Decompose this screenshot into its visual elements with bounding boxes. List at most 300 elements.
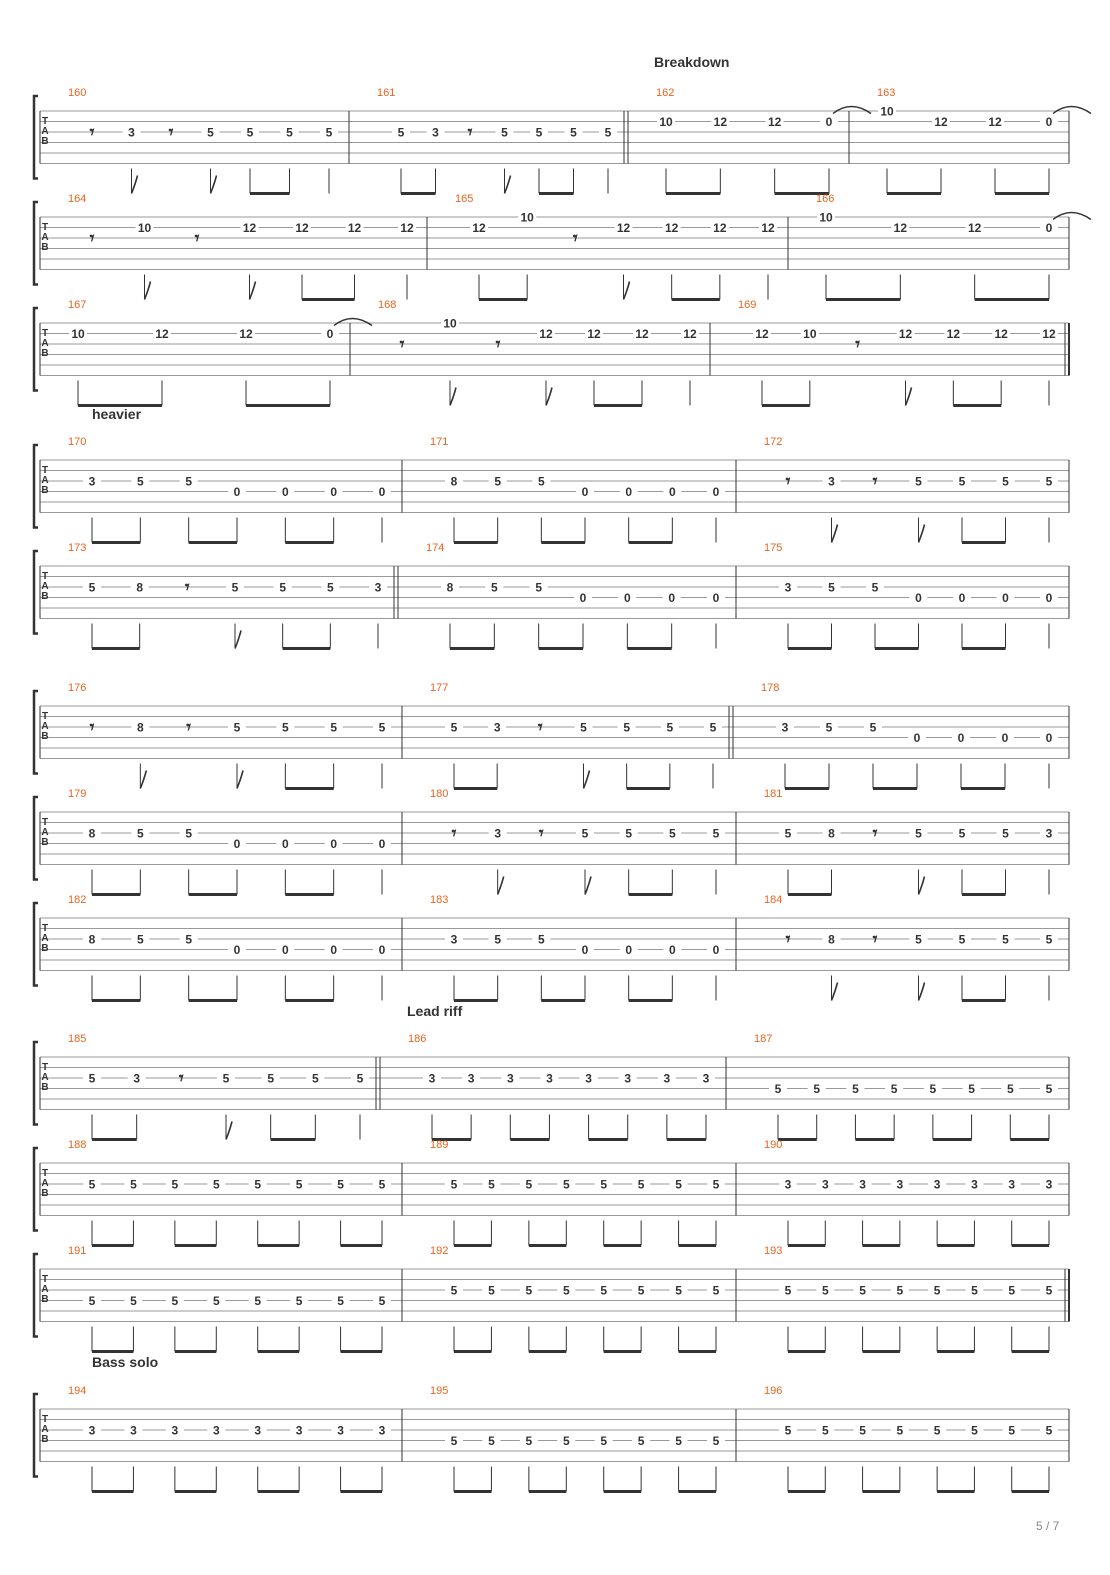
- eighth-rest: 𝄾: [399, 334, 405, 354]
- system-bracket: [34, 202, 38, 285]
- fret-number: 3: [896, 1177, 904, 1192]
- measure-number: 190: [764, 1139, 783, 1151]
- fret-number: 10: [880, 104, 894, 119]
- fret-number: 0: [957, 731, 965, 745]
- fret-number: 12: [713, 221, 727, 235]
- fret-number: 5: [600, 1434, 608, 1448]
- fret-number: 12: [472, 221, 486, 235]
- fret-number: 5: [171, 1294, 179, 1308]
- fret-number: 5: [933, 1283, 941, 1298]
- note-flag: [235, 631, 241, 649]
- note-flag: [450, 388, 456, 406]
- fret-number: 5: [570, 125, 577, 140]
- tab-clef-letter: A: [41, 933, 49, 944]
- fret-number: 8: [828, 826, 835, 841]
- fret-number: 8: [136, 720, 144, 735]
- measure-number: 174: [426, 542, 445, 554]
- system-bracket: [34, 308, 38, 391]
- measure-number: 185: [68, 1033, 87, 1045]
- fret-number: 5: [625, 826, 633, 841]
- eighth-rest: 𝄾: [785, 929, 791, 949]
- fret-number: 5: [668, 826, 676, 841]
- fret-number: 5: [337, 1177, 344, 1192]
- fret-number: 5: [295, 1294, 303, 1308]
- measure-number: 187: [754, 1033, 773, 1045]
- note-flag: [919, 877, 925, 895]
- fret-number: 3: [133, 1071, 141, 1086]
- fret-number: 12: [767, 115, 782, 129]
- measure-number: 162: [656, 87, 675, 99]
- tie-arc: [1053, 107, 1091, 114]
- fret-number: 5: [450, 1177, 458, 1192]
- fret-number: 5: [712, 1283, 720, 1298]
- fret-number: 3: [828, 474, 835, 489]
- fret-number: 5: [488, 1177, 495, 1192]
- fret-number: 5: [637, 1434, 645, 1448]
- fret-number: 5: [581, 826, 589, 841]
- measure-number: 192: [430, 1245, 449, 1257]
- fret-number: 12: [893, 221, 908, 235]
- note-flag: [919, 525, 925, 543]
- fret-number: 12: [898, 327, 913, 341]
- fret-number: 5: [971, 1423, 978, 1438]
- fret-number: 0: [1001, 731, 1009, 745]
- measure-number: 188: [68, 1139, 87, 1151]
- fret-number: 5: [450, 1434, 458, 1448]
- fret-number: 3: [702, 1071, 710, 1086]
- fret-number: 5: [1045, 932, 1053, 947]
- fret-number: 5: [501, 125, 508, 140]
- fret-number: 5: [600, 1283, 608, 1298]
- fret-number: 5: [821, 1423, 829, 1438]
- fret-number: 0: [281, 943, 289, 957]
- eighth-rest: 𝄾: [872, 929, 878, 949]
- eighth-rest: 𝄾: [537, 717, 543, 737]
- fret-number: 0: [378, 485, 386, 499]
- fret-number: 3: [428, 1071, 436, 1086]
- fret-number: 0: [915, 591, 922, 605]
- fret-number: 5: [859, 1423, 866, 1438]
- fret-number: 0: [625, 943, 633, 957]
- fret-number: 5: [378, 1294, 386, 1308]
- fret-number: 0: [233, 837, 241, 851]
- note-flag: [624, 282, 630, 300]
- tab-clef-letter: B: [41, 1188, 49, 1199]
- fret-number: 8: [136, 580, 144, 595]
- fret-number: 5: [295, 1177, 303, 1192]
- fret-number: 5: [813, 1082, 821, 1096]
- fret-number: 5: [890, 1082, 898, 1096]
- fret-number: 12: [539, 327, 553, 341]
- fret-number: 5: [185, 932, 193, 947]
- fret-number: 5: [623, 720, 631, 735]
- fret-number: 0: [1002, 591, 1009, 605]
- fret-number: 5: [136, 474, 144, 489]
- fret-number: 3: [781, 720, 789, 735]
- fret-number: 0: [579, 591, 587, 605]
- fret-number: 5: [821, 1283, 829, 1298]
- fret-number: 12: [761, 221, 775, 235]
- measure-number: 165: [455, 193, 474, 205]
- fret-number: 5: [1045, 1283, 1053, 1298]
- fret-number: 5: [254, 1294, 262, 1308]
- fret-number: 5: [286, 125, 293, 140]
- fret-number: 3: [254, 1423, 262, 1438]
- fret-number: 3: [546, 1071, 553, 1086]
- fret-number: 5: [915, 826, 922, 841]
- fret-number: 12: [755, 327, 769, 341]
- fret-number: 5: [254, 1177, 262, 1192]
- fret-number: 5: [1045, 474, 1053, 489]
- tab-clef-letter: A: [41, 1284, 49, 1295]
- fret-number: 3: [450, 932, 458, 947]
- measure-number: 191: [68, 1245, 87, 1257]
- tab-clef-letter: A: [41, 1178, 49, 1189]
- eighth-rest: 𝄾: [178, 1068, 184, 1088]
- eighth-rest: 𝄾: [872, 823, 878, 843]
- tab-clef-letter: A: [41, 721, 49, 732]
- fret-number: 5: [562, 1434, 570, 1448]
- fret-number: 3: [212, 1423, 220, 1438]
- fret-number: 5: [185, 826, 193, 841]
- fret-number: 5: [450, 720, 458, 735]
- fret-number: 5: [233, 720, 241, 735]
- tie-arc: [334, 319, 372, 326]
- system-bracket: [34, 1148, 38, 1231]
- fret-number: 5: [828, 580, 835, 595]
- measure-number: 181: [764, 788, 783, 800]
- tab-clef-letter: T: [41, 328, 49, 339]
- measure-number: 161: [377, 87, 396, 99]
- fret-number: 12: [967, 221, 982, 235]
- measure-number: 196: [764, 1385, 783, 1397]
- eighth-rest: 𝄾: [186, 717, 192, 737]
- fret-number: 12: [347, 221, 362, 235]
- measure-number: 160: [68, 87, 87, 99]
- fret-number: 0: [326, 327, 334, 341]
- system-bracket: [34, 797, 38, 880]
- tab-clef-letter: T: [41, 711, 49, 722]
- tab-clef-letter: T: [41, 1168, 49, 1179]
- note-flag: [226, 1122, 232, 1140]
- fret-number: 3: [128, 125, 135, 140]
- measure-number: 178: [761, 682, 780, 694]
- measure-number: 184: [764, 894, 783, 906]
- fret-number: 0: [623, 591, 631, 605]
- fret-number: 5: [712, 1434, 720, 1448]
- eighth-rest: 𝄾: [872, 471, 878, 491]
- note-flag: [919, 983, 925, 1001]
- fret-number: 5: [1008, 1423, 1016, 1438]
- fret-number: 5: [337, 1294, 344, 1308]
- fret-number: 3: [1045, 826, 1053, 841]
- eighth-rest: 𝄾: [785, 471, 791, 491]
- tab-clef-letter: B: [41, 485, 49, 496]
- tab-clef-letter: T: [41, 1414, 49, 1425]
- eighth-rest: 𝄾: [89, 717, 95, 737]
- fret-number: 5: [869, 720, 877, 735]
- fret-number: 8: [88, 932, 96, 947]
- note-flag: [546, 388, 552, 406]
- system-bracket: [34, 1394, 38, 1477]
- fret-number: 5: [488, 1283, 495, 1298]
- measure-number: 166: [816, 193, 835, 205]
- fret-number: 5: [525, 1283, 533, 1298]
- note-flag: [584, 771, 590, 789]
- fret-number: 5: [958, 932, 966, 947]
- fret-number: 0: [233, 485, 241, 499]
- system-bracket: [34, 1254, 38, 1337]
- fret-number: 0: [712, 485, 720, 499]
- fret-number: 5: [915, 474, 922, 489]
- fret-number: 5: [525, 1177, 533, 1192]
- fret-number: 8: [446, 580, 454, 595]
- eighth-rest: 𝄾: [855, 334, 861, 354]
- fret-number: 12: [683, 327, 697, 341]
- measure-number: 193: [764, 1245, 783, 1257]
- tab-clef-letter: A: [41, 1424, 49, 1435]
- fret-number: 5: [712, 1177, 720, 1192]
- fret-number: 5: [281, 720, 289, 735]
- fret-number: 5: [535, 580, 543, 595]
- measure-number: 173: [68, 542, 87, 554]
- tab-clef-letter: A: [41, 232, 49, 243]
- fret-number: 5: [675, 1434, 682, 1448]
- tab-clef-letter: A: [41, 338, 49, 349]
- tab-clef-letter: T: [41, 465, 49, 476]
- fret-number: 5: [1002, 932, 1009, 947]
- fret-number: 5: [675, 1283, 682, 1298]
- tab-clef-letter: B: [41, 1434, 49, 1445]
- note-flag: [832, 983, 838, 1001]
- fret-number: 5: [1045, 1082, 1053, 1096]
- fret-number: 3: [663, 1071, 671, 1086]
- fret-number: 5: [859, 1283, 866, 1298]
- section-label-heavier: heavier: [92, 406, 142, 422]
- fret-number: 5: [637, 1177, 645, 1192]
- tab-clef-letter: B: [41, 731, 49, 742]
- fret-number: 3: [1045, 1177, 1053, 1192]
- fret-number: 5: [136, 932, 144, 947]
- tab-clef-letter: B: [41, 242, 49, 253]
- fret-number: 8: [88, 826, 96, 841]
- fret-number: 12: [616, 221, 631, 235]
- fret-number: 5: [896, 1423, 904, 1438]
- fret-number: 0: [958, 591, 966, 605]
- fret-number: 10: [659, 115, 673, 129]
- measure-number: 189: [430, 1139, 449, 1151]
- fret-number: 3: [933, 1177, 941, 1192]
- fret-number: 5: [852, 1082, 859, 1096]
- tab-clef-letter: T: [41, 1062, 49, 1073]
- measure-number: 167: [68, 299, 87, 311]
- fret-number: 5: [88, 580, 96, 595]
- fret-number: 5: [212, 1177, 220, 1192]
- tab-clef-letter: B: [41, 943, 49, 954]
- tab-clef-letter: T: [41, 222, 49, 233]
- tab-clef-letter: A: [41, 1072, 49, 1083]
- tie-arc: [833, 107, 871, 114]
- fret-number: 12: [587, 327, 601, 341]
- fret-number: 3: [374, 580, 382, 595]
- fret-number: 5: [562, 1177, 570, 1192]
- fret-number: 5: [490, 580, 498, 595]
- fret-number: 5: [494, 932, 502, 947]
- eighth-rest: 𝄾: [467, 122, 473, 142]
- fret-number: 5: [774, 1082, 782, 1096]
- tab-clef-letter: T: [41, 571, 49, 582]
- fret-number: 0: [378, 837, 386, 851]
- system-bracket: [34, 551, 38, 634]
- tab-clef-letter: B: [41, 1294, 49, 1305]
- fret-number: 3: [493, 720, 501, 735]
- fret-number: 10: [443, 316, 457, 331]
- fret-number: 5: [279, 580, 287, 595]
- measure-number: 194: [68, 1385, 87, 1397]
- fret-number: 5: [488, 1434, 495, 1448]
- measure-number: 172: [764, 436, 783, 448]
- fret-number: 5: [494, 474, 502, 489]
- tab-clef-letter: T: [41, 923, 49, 934]
- tab-clef-letter: B: [41, 136, 49, 147]
- fret-number: 5: [525, 1434, 533, 1448]
- fret-number: 5: [185, 474, 193, 489]
- fret-number: 5: [311, 1071, 319, 1086]
- measure-number: 168: [378, 299, 397, 311]
- fret-number: 5: [330, 720, 338, 735]
- fret-number: 5: [1008, 1283, 1016, 1298]
- fret-number: 3: [130, 1423, 137, 1438]
- fret-number: 0: [581, 943, 589, 957]
- fret-number: 5: [675, 1177, 682, 1192]
- fret-number: 0: [668, 943, 676, 957]
- fret-number: 5: [136, 826, 144, 841]
- fret-number: 5: [1045, 1423, 1053, 1438]
- measure-number: 179: [68, 788, 87, 800]
- fret-number: 3: [171, 1423, 179, 1438]
- fret-number: 10: [819, 210, 833, 225]
- measure-number: 177: [430, 682, 449, 694]
- tab-clef-letter: T: [41, 1274, 49, 1285]
- fret-number: 0: [712, 943, 720, 957]
- fret-number: 10: [137, 221, 152, 235]
- fret-number: 3: [467, 1071, 475, 1086]
- fret-number: 5: [1002, 826, 1009, 841]
- fret-number: 5: [88, 1177, 96, 1192]
- tie-arc: [1053, 213, 1091, 220]
- fret-number: 8: [828, 932, 835, 947]
- fret-number: 5: [562, 1283, 570, 1298]
- fret-number: 5: [933, 1423, 941, 1438]
- fret-number: 5: [600, 1177, 608, 1192]
- fret-number: 3: [494, 826, 502, 841]
- measure-number: 164: [68, 193, 87, 205]
- note-flag: [505, 176, 511, 194]
- fret-number: 5: [450, 1283, 458, 1298]
- fret-number: 5: [958, 474, 966, 489]
- fret-number: 0: [1045, 221, 1053, 235]
- eighth-rest: 𝄾: [184, 577, 190, 597]
- fret-number: 3: [1008, 1177, 1016, 1192]
- page-number: 5 / 7: [1036, 1519, 1060, 1533]
- fret-number: 3: [784, 1177, 792, 1192]
- measure-number: 163: [877, 87, 896, 99]
- system-bracket: [34, 445, 38, 528]
- fret-number: 5: [784, 1423, 792, 1438]
- fret-number: 5: [637, 1283, 645, 1298]
- fret-number: 12: [400, 221, 414, 235]
- note-flag: [906, 388, 912, 406]
- fret-number: 3: [784, 580, 792, 595]
- eighth-rest: 𝄾: [168, 122, 174, 142]
- fret-number: 0: [668, 591, 676, 605]
- fret-number: 5: [246, 125, 254, 140]
- note-flag: [832, 525, 838, 543]
- fret-number: 0: [1045, 591, 1053, 605]
- fret-number: 5: [666, 720, 674, 735]
- system-bracket: [34, 903, 38, 986]
- eighth-rest: 𝄾: [538, 823, 544, 843]
- fret-number: 5: [537, 474, 545, 489]
- fret-number: 5: [971, 1283, 978, 1298]
- fret-number: 5: [1006, 1082, 1014, 1096]
- fret-number: 5: [88, 1071, 96, 1086]
- fret-number: 5: [580, 720, 587, 735]
- fret-number: 12: [155, 327, 169, 341]
- fret-number: 5: [207, 125, 214, 140]
- section-label-lead-riff: Lead riff: [407, 1003, 463, 1019]
- fret-number: 5: [958, 826, 966, 841]
- fret-number: 5: [378, 720, 386, 735]
- fret-number: 5: [929, 1082, 937, 1096]
- fret-number: 5: [212, 1294, 220, 1308]
- fret-number: 10: [803, 327, 817, 341]
- fret-number: 3: [821, 1177, 829, 1192]
- note-flag: [250, 282, 256, 300]
- fret-number: 3: [88, 1423, 96, 1438]
- tab-clef-letter: B: [41, 348, 49, 359]
- note-flag: [585, 877, 591, 895]
- fret-number: 0: [668, 485, 676, 499]
- fret-number: 12: [664, 221, 679, 235]
- fret-number: 12: [946, 327, 961, 341]
- measure-number: 175: [764, 542, 783, 554]
- fret-number: 3: [337, 1423, 344, 1438]
- fret-number: 0: [330, 943, 338, 957]
- fret-number: 5: [896, 1283, 904, 1298]
- fret-number: 0: [1045, 731, 1053, 745]
- tab-clef-letter: B: [41, 1082, 49, 1093]
- fret-number: 12: [934, 115, 948, 129]
- tab-clef-letter: B: [41, 837, 49, 848]
- tab-clef-letter: T: [41, 817, 49, 828]
- fret-number: 12: [1042, 327, 1056, 341]
- fret-number: 5: [356, 1071, 364, 1086]
- fret-number: 0: [825, 115, 833, 129]
- fret-number: 12: [713, 115, 728, 129]
- eighth-rest: 𝄾: [451, 823, 457, 843]
- fret-number: 5: [535, 125, 543, 140]
- fret-number: 5: [784, 1283, 792, 1298]
- fret-number: 3: [585, 1071, 592, 1086]
- eighth-rest: 𝄾: [495, 334, 501, 354]
- measure-number: 180: [430, 788, 449, 800]
- measure-number: 195: [430, 1385, 449, 1397]
- fret-number: 0: [330, 837, 338, 851]
- tab-clef-letter: A: [41, 475, 49, 486]
- fret-number: 0: [330, 485, 338, 499]
- fret-number: 12: [295, 221, 309, 235]
